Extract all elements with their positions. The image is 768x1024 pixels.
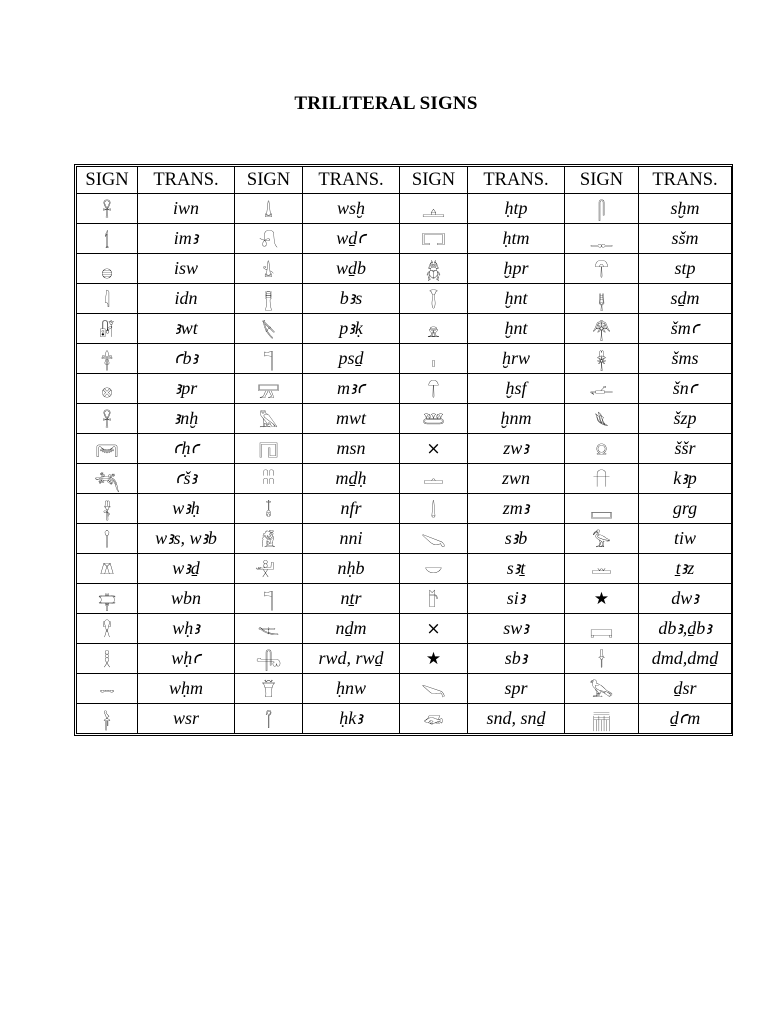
hieroglyph-sign: 𓎯 xyxy=(235,674,303,704)
transliteration: wsr xyxy=(138,704,235,734)
transliteration: rwd, rwḏ xyxy=(303,644,400,674)
transliteration: sbꜣ xyxy=(468,644,565,674)
transliteration: dmd,dmḏ xyxy=(639,644,732,674)
sign-column-header: SIGN xyxy=(565,167,639,194)
hieroglyph-sign: 𓌓 xyxy=(77,674,138,704)
hieroglyph-sign: 𓈝 xyxy=(235,374,303,404)
transliteration: šms xyxy=(639,344,732,374)
hieroglyph-sign: 𓁷 xyxy=(400,314,468,344)
table-row xyxy=(77,584,732,614)
table-row xyxy=(77,674,732,704)
transliteration: wbn xyxy=(138,584,235,614)
hieroglyph-sign: 𓌂 xyxy=(565,644,639,674)
hieroglyph-sign: 𓊖 xyxy=(77,374,138,404)
transliteration: swꜣ xyxy=(468,614,565,644)
table-row xyxy=(77,524,732,554)
table-row xyxy=(77,554,732,584)
transliteration: imꜣ xyxy=(138,224,235,254)
hieroglyph-sign: 𓋹 xyxy=(77,404,138,434)
sign-column-header: SIGN xyxy=(77,167,138,194)
sign-column-header: SIGN xyxy=(235,167,303,194)
transliteration: sꜣṯ xyxy=(468,554,565,584)
transliteration: wꜣḥ xyxy=(138,494,235,524)
transliteration: ꜥbꜣ xyxy=(138,344,235,374)
hieroglyph-sign: 𓉐 xyxy=(400,224,468,254)
transliteration: šzp xyxy=(639,404,732,434)
transliteration: ḫnm xyxy=(468,404,565,434)
hieroglyph-sign: 𓋹 xyxy=(77,194,138,224)
hieroglyph-sign: 𓍓 xyxy=(235,254,303,284)
table-row xyxy=(77,254,732,284)
transliteration: ꜣnḫ xyxy=(138,404,235,434)
table-row xyxy=(77,494,732,524)
hieroglyph-sign: 𓇋 xyxy=(77,284,138,314)
transliteration: tiw xyxy=(639,524,732,554)
transliteration: nṯr xyxy=(303,584,400,614)
hieroglyph-sign: 𓊹 xyxy=(235,344,303,374)
transliteration: nfr xyxy=(303,494,400,524)
hieroglyph-sign: 𓌡 xyxy=(565,374,639,404)
transliteration: sḫm xyxy=(639,194,732,224)
hieroglyph-sign: 𓌀 xyxy=(77,224,138,254)
hieroglyph-sign: 𓎜 xyxy=(235,554,303,584)
hieroglyph-sign: 𓌉 xyxy=(77,524,138,554)
table-row xyxy=(77,314,732,344)
hieroglyph-sign: 𓅞 xyxy=(565,524,639,554)
transliteration: ꜥḥꜥ xyxy=(138,434,235,464)
transliteration: mḏḥ xyxy=(303,464,400,494)
transliteration: ḏsr xyxy=(639,674,732,704)
transliteration: sꜣb xyxy=(468,524,565,554)
transliteration: ḫsf xyxy=(468,374,565,404)
hieroglyph-sign: 𓅓 xyxy=(235,404,303,434)
hieroglyph-sign: 𓎟 xyxy=(400,554,468,584)
table-row xyxy=(77,434,732,464)
trans-column-header: TRANS. xyxy=(639,167,732,194)
triliteral-signs-table xyxy=(76,166,732,734)
hieroglyph-sign: 𓄤 xyxy=(235,494,303,524)
triliteral-signs-table-frame xyxy=(74,164,733,736)
transliteration: grg xyxy=(639,494,732,524)
transliteration: sḏm xyxy=(639,284,732,314)
hieroglyph-sign: 𓌨 xyxy=(77,554,138,584)
transliteration: mwt xyxy=(303,404,400,434)
transliteration: idn xyxy=(138,284,235,314)
transliteration: pꜣḳ xyxy=(303,314,400,344)
hieroglyph-sign: 𓂹 xyxy=(235,644,303,674)
hieroglyph-sign: 𓆈 xyxy=(77,464,138,494)
transliteration: ḫpr xyxy=(468,254,565,284)
transliteration: sšm xyxy=(639,224,732,254)
table-row xyxy=(77,464,732,494)
hieroglyph-sign: 𓆛 xyxy=(400,704,468,734)
page-title: TRILITERAL SIGNS xyxy=(294,93,478,114)
hieroglyph-sign: 𓎛 xyxy=(77,644,138,674)
transliteration: ꜥšꜣ xyxy=(138,464,235,494)
transliteration: snd, snḏ xyxy=(468,704,565,734)
table-row xyxy=(77,344,732,374)
transliteration: wḥꜣ xyxy=(138,614,235,644)
transliteration: wsḫ xyxy=(303,194,400,224)
table-row xyxy=(77,194,732,224)
hieroglyph-sign: 𓅂 xyxy=(565,674,639,704)
transliteration: nni xyxy=(303,524,400,554)
transliteration: ḥnw xyxy=(303,674,400,704)
transliteration: wḥm xyxy=(138,674,235,704)
hieroglyph-sign: 𓊢 xyxy=(565,284,639,314)
transliteration: stp xyxy=(639,254,732,284)
hieroglyph-sign: 𓋼 xyxy=(400,374,468,404)
hieroglyph-sign: 𓏝 xyxy=(400,464,468,494)
hieroglyph-sign: 𓌻 xyxy=(235,614,303,644)
hieroglyph-sign: 𓏞 xyxy=(77,314,138,344)
hieroglyph-sign: 𓉔 xyxy=(235,434,303,464)
hieroglyph-sign: 𓆰 xyxy=(565,404,639,434)
transliteration: iwn xyxy=(138,194,235,224)
trans-column-header: TRANS. xyxy=(303,167,400,194)
transliteration: ḥkꜣ xyxy=(303,704,400,734)
transliteration: ꜣpr xyxy=(138,374,235,404)
hieroglyph-sign: 𓌸 xyxy=(235,314,303,344)
hieroglyph-sign: 𓎅 xyxy=(565,464,639,494)
transliteration: šmꜥ xyxy=(639,314,732,344)
hieroglyph-sign: 𓊹 xyxy=(235,584,303,614)
hieroglyph-sign: 𓋴 xyxy=(565,194,639,224)
hieroglyph-sign: 𓌪 xyxy=(400,674,468,704)
hieroglyph-sign: ★ xyxy=(565,584,639,614)
hieroglyph-sign: 𓌃 xyxy=(400,494,468,524)
hieroglyph-sign: 𓋀 xyxy=(77,704,138,734)
hieroglyph-sign: 𓍶 xyxy=(565,434,639,464)
hieroglyph-sign: 𓋻 xyxy=(565,254,639,284)
table-row xyxy=(77,224,732,254)
sign-column-header: SIGN xyxy=(400,167,468,194)
table-header-row xyxy=(77,167,732,194)
hieroglyph-sign: 𓎨 xyxy=(400,584,468,614)
hieroglyph-sign: 𓆷 xyxy=(400,404,468,434)
hieroglyph-sign: ★ xyxy=(400,644,468,674)
table-row xyxy=(77,374,732,404)
transliteration: zwn xyxy=(468,464,565,494)
hieroglyph-sign: 𓋁 xyxy=(77,344,138,374)
transliteration: ꜣwt xyxy=(138,314,235,344)
transliteration: nḏm xyxy=(303,614,400,644)
hieroglyph-sign: 𓍯 xyxy=(235,224,303,254)
hieroglyph-sign: 𓎃 xyxy=(77,614,138,644)
transliteration: wꜣḏ xyxy=(138,554,235,584)
hieroglyph-sign: 𓋂 xyxy=(77,494,138,524)
transliteration: wḥꜥ xyxy=(138,644,235,674)
hieroglyph-sign: 𓊃 xyxy=(565,224,639,254)
hieroglyph-sign: 𓎉 xyxy=(235,464,303,494)
transliteration: ḫnt xyxy=(468,314,565,344)
hieroglyph-sign: 𓊬 xyxy=(565,614,639,644)
table-row xyxy=(77,284,732,314)
transliteration: kꜣp xyxy=(639,464,732,494)
transliteration: ḫrw xyxy=(468,344,565,374)
hieroglyph-sign: 𓊽 xyxy=(235,284,303,314)
table-row xyxy=(77,404,732,434)
transliteration: msn xyxy=(303,434,400,464)
transliteration: bꜣs xyxy=(303,284,400,314)
hieroglyph-sign: 𓋞 xyxy=(77,434,138,464)
hieroglyph-sign: 𓍑 xyxy=(235,194,303,224)
transliteration: mꜣꜥ xyxy=(303,374,400,404)
transliteration: ḥtp xyxy=(468,194,565,224)
hieroglyph-sign: 𓈙 xyxy=(565,494,639,524)
table-row xyxy=(77,614,732,644)
hieroglyph-sign: 𓋾 xyxy=(235,704,303,734)
transliteration: šnꜥ xyxy=(639,374,732,404)
transliteration: zwꜣ xyxy=(468,434,565,464)
table-row xyxy=(77,644,732,674)
hieroglyph-sign: 𓆣 xyxy=(400,254,468,284)
transliteration: dbꜣ,ḏbꜣ xyxy=(639,614,732,644)
hieroglyph-sign: 𓀆 xyxy=(235,524,303,554)
transliteration: ḏꜥm xyxy=(639,704,732,734)
trans-column-header: TRANS. xyxy=(138,167,235,194)
transliteration: spr xyxy=(468,674,565,704)
hieroglyph-sign: 𓊵 xyxy=(400,194,468,224)
hieroglyph-sign: 𓋇 xyxy=(565,314,639,344)
transliteration: isw xyxy=(138,254,235,284)
transliteration: zmꜣ xyxy=(468,494,565,524)
transliteration: wꜣs, wꜣb xyxy=(138,524,235,554)
hieroglyph-sign: 𓐍 xyxy=(77,254,138,284)
hieroglyph-sign: 𓏛 xyxy=(565,554,639,584)
table-body xyxy=(77,194,732,734)
transliteration: ššr xyxy=(639,434,732,464)
hieroglyph-sign: 𓇅 xyxy=(400,284,468,314)
transliteration: nḥb xyxy=(303,554,400,584)
trans-column-header: TRANS. xyxy=(468,167,565,194)
transliteration: psḏ xyxy=(303,344,400,374)
hieroglyph-sign: × xyxy=(400,434,468,464)
transliteration: ḥtm xyxy=(468,224,565,254)
hieroglyph-sign: × xyxy=(400,614,468,644)
transliteration: ṯꜣz xyxy=(639,554,732,584)
hieroglyph-sign: 𓊁 xyxy=(565,704,639,734)
transliteration: wḏꜥ xyxy=(303,224,400,254)
transliteration: ḫnt xyxy=(468,284,565,314)
hieroglyph-sign: 𓌫 xyxy=(400,524,468,554)
hieroglyph-sign: 𓊡 xyxy=(77,584,138,614)
table-row xyxy=(77,704,732,734)
hieroglyph-sign: 𓋈 xyxy=(565,344,639,374)
transliteration: dwꜣ xyxy=(639,584,732,614)
transliteration: wḏb xyxy=(303,254,400,284)
hieroglyph-sign: 𓏤 xyxy=(400,344,468,374)
transliteration: siꜣ xyxy=(468,584,565,614)
